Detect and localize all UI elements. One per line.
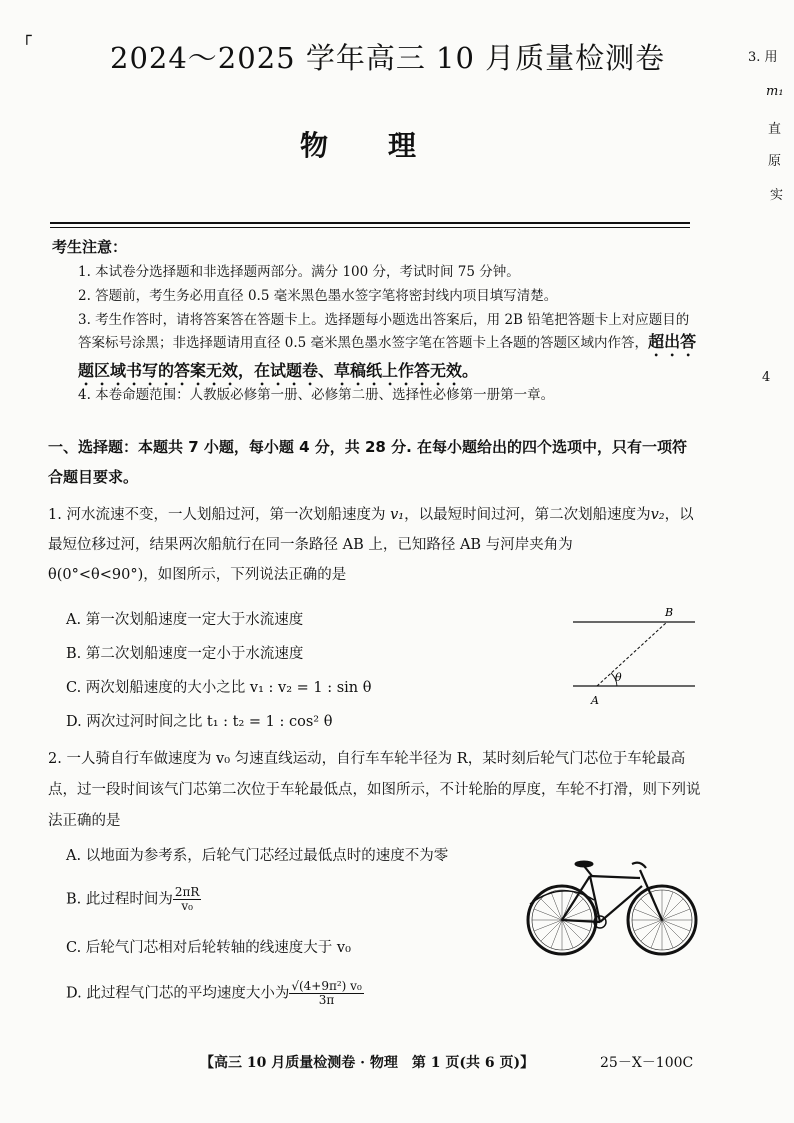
saddle [575, 861, 593, 867]
q1-text: θ(0°<θ<90°)，如图所示，下列说法正确的是 [48, 567, 347, 583]
q2-option-d-text: D. 此过程气门芯的平均速度大小为 [66, 985, 290, 1002]
question-1-stem [48, 500, 708, 590]
page-footer: 【高三 10 月质量检测卷 · 物理 第 1 页(共 6 页)】 [200, 1055, 535, 1071]
path-ab [597, 622, 667, 686]
notice-item-3 [78, 309, 698, 389]
paper-code: 25－X－100C [600, 1055, 694, 1071]
q1-text: ，以最短时间过河，第二次划船速度为 [404, 507, 651, 523]
corner-mark: ┌ [22, 26, 32, 45]
q1-v2: v₂ [650, 507, 665, 523]
fraction [173, 886, 202, 913]
edge-fragment: 直 [768, 122, 782, 137]
notice-item-2: 2. 答题前，考生务必用直径 0.5 毫米黑色墨水签字笔将密封线内项目填写清楚。 [78, 288, 558, 304]
fraction-denominator: 3π [318, 993, 335, 1007]
fraction [289, 980, 363, 1007]
subject-title: 物理 [300, 129, 477, 162]
q1-v1: v₁ [390, 507, 405, 523]
edge-fragment: 3. 用 [748, 50, 778, 65]
point-b-label: B [665, 606, 674, 619]
q2-option-c: C. 后轮气门芯相对后轮转轴的线速度大于 v₀ [66, 940, 351, 956]
fraction-numerator: 2πR [174, 885, 200, 899]
q1-text: ，以最短位移过河，结果两次船航行在同一条路径 AB 上，已知路径 AB 与河岸夹角为 [48, 507, 694, 553]
header-rule-thin [50, 227, 690, 228]
bicycle-figure [522, 850, 702, 960]
section-heading: 一、选择题：本题共 7 小题，每小题 4 分，共 28 分. 在每小题给出的四个选项中，只有一项符合题目要求。 [48, 438, 688, 486]
fraction-denominator: v₀ [181, 899, 193, 913]
question-2-stem: 2. 一人骑自行车做速度为 v₀ 匀速直线运动，自行车车轮半径为 R，某时刻后轮气门芯位于车轮最高点，过一段时间该气门芯第二次位于车轮最低点，如图所示，不计轮胎的厚度，车轮不打滑，则下列说法正确的是 [48, 751, 701, 829]
edge-fragment: 原 [768, 154, 782, 169]
point-a-label: A [591, 694, 599, 707]
q2-option-b [66, 886, 201, 913]
q2-option-b-text: B. 此过程时间为 [66, 891, 173, 908]
angle-theta-label: θ [615, 671, 622, 684]
header-rule [50, 222, 690, 224]
fraction-numerator: √(4+9π²) v₀ [291, 979, 362, 993]
q2-option-d [66, 980, 364, 1007]
q1-option-a: A. 第一次划船速度一定大于水流速度 [66, 612, 304, 628]
q1-option-c: C. 两次划船速度的大小之比 v₁ : v₂ = 1 : sin θ [66, 680, 372, 696]
exam-title: 2024～2025 学年高三 10 月质量检测卷 [110, 41, 666, 75]
river-diagram [565, 600, 700, 712]
q1-text: 1. 河水流速不变，一人划船过河，第一次划船速度为 [48, 507, 391, 523]
q1-option-d: D. 两次过河时间之比 t₁ : t₂ = 1 : cos² θ [66, 714, 333, 730]
edge-fragment: m₁ [766, 84, 784, 99]
edge-fragment: 实 [770, 188, 784, 203]
edge-fragment: 4 [762, 370, 771, 385]
notice-item-4: 4. 本卷命题范围：人教版必修第一册、必修第二册、选择性必修第一册第一章。 [78, 387, 555, 403]
q2-option-a: A. 以地面为参考系，后轮气门芯经过最低点时的速度不为零 [66, 848, 449, 864]
q1-option-b: B. 第二次划船速度一定小于水流速度 [66, 646, 304, 662]
notice-item-3-text: 3. 考生作答时，请将答案答在答题卡上。选择题每小题选出答案后，用 2B 铅笔把答题卡上对应题目的答案标号涂黑；非选择题请用直径 0.5 毫米黑色墨水签字笔在答题卡上各题的答题区域内作答， [78, 312, 690, 351]
notice-item-3-emphasis: 超出答题区域书写的答案无效，在试题卷、草稿纸上作答无效。 [78, 332, 697, 380]
notice-item-1: 1. 本试卷分选择题和非选择题两部分。满分 100 分，考试时间 75 分钟。 [78, 264, 520, 280]
notice-title: 考生注意： [52, 238, 128, 256]
